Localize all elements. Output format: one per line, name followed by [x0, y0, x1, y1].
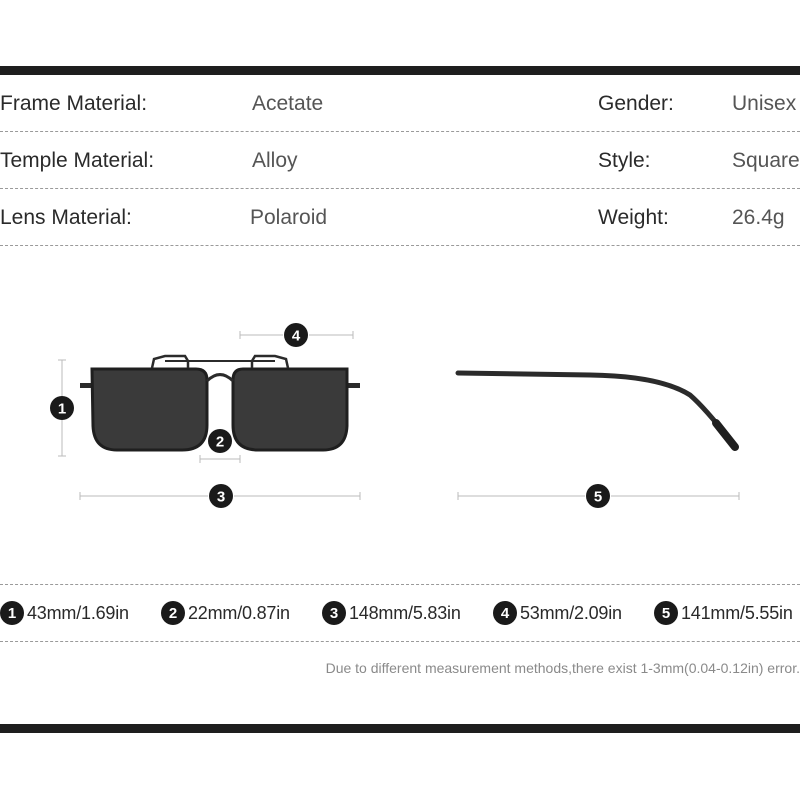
gender-label: Gender: — [598, 92, 674, 115]
measurement-4 — [493, 599, 622, 627]
measurement-badge: 2 — [161, 601, 185, 625]
style-value: Square — [732, 149, 800, 172]
measurement-badge: 1 — [0, 601, 24, 625]
measurement-badge: 3 — [322, 601, 346, 625]
temple-arm — [458, 373, 730, 440]
measurements-top-divider — [0, 584, 800, 585]
measurement-badge: 5 — [654, 601, 678, 625]
measurement-5 — [654, 599, 793, 627]
gender-value: Unisex — [732, 92, 797, 115]
weight-label: Weight: — [598, 206, 669, 229]
marker-4 — [284, 323, 308, 347]
svg-text:3: 3 — [216, 488, 226, 506]
measurement-value: 141mm/5.55in — [681, 602, 793, 623]
glasses-side-view — [458, 373, 735, 447]
svg-text:2: 2 — [215, 433, 225, 451]
measurement-disclaimer: Due to different measurement methods,there exist 1-3mm(0.04-0.12in) error. — [325, 660, 800, 676]
measurement-badge: 4 — [493, 601, 517, 625]
frame-material-label: Frame Material: — [0, 92, 148, 115]
marker-1 — [50, 396, 74, 420]
measurement-1 — [0, 599, 129, 627]
marker-3 — [209, 484, 233, 508]
temple-material-value: Alloy — [252, 149, 298, 172]
frame-material-value: Acetate — [252, 92, 324, 115]
measurements-bottom-divider — [0, 641, 800, 642]
svg-text:1: 1 — [57, 400, 67, 418]
measurement-value: 22mm/0.87in — [188, 602, 290, 623]
svg-text:4: 4 — [291, 327, 301, 345]
weight-value: 26.4g — [732, 206, 785, 229]
style-label: Style: — [598, 149, 651, 172]
measurement-value: 53mm/2.09in — [520, 602, 622, 623]
measurement-value: 148mm/5.83in — [349, 602, 461, 623]
lens-material-value: Polaroid — [250, 206, 328, 229]
marker-2 — [208, 429, 232, 453]
svg-text:5: 5 — [593, 488, 603, 506]
temple-tip — [716, 423, 735, 447]
right-lens — [233, 369, 347, 450]
lens-material-label: Lens Material: — [0, 206, 132, 229]
left-lens — [92, 369, 207, 450]
measurement-value: 43mm/1.69in — [27, 602, 129, 623]
temple-material-label: Temple Material: — [0, 149, 155, 172]
marker-5 — [586, 484, 610, 508]
measurement-3 — [322, 599, 461, 627]
bottom-bar — [0, 724, 800, 733]
measurement-2 — [161, 599, 290, 627]
nose-bridge — [207, 375, 233, 382]
